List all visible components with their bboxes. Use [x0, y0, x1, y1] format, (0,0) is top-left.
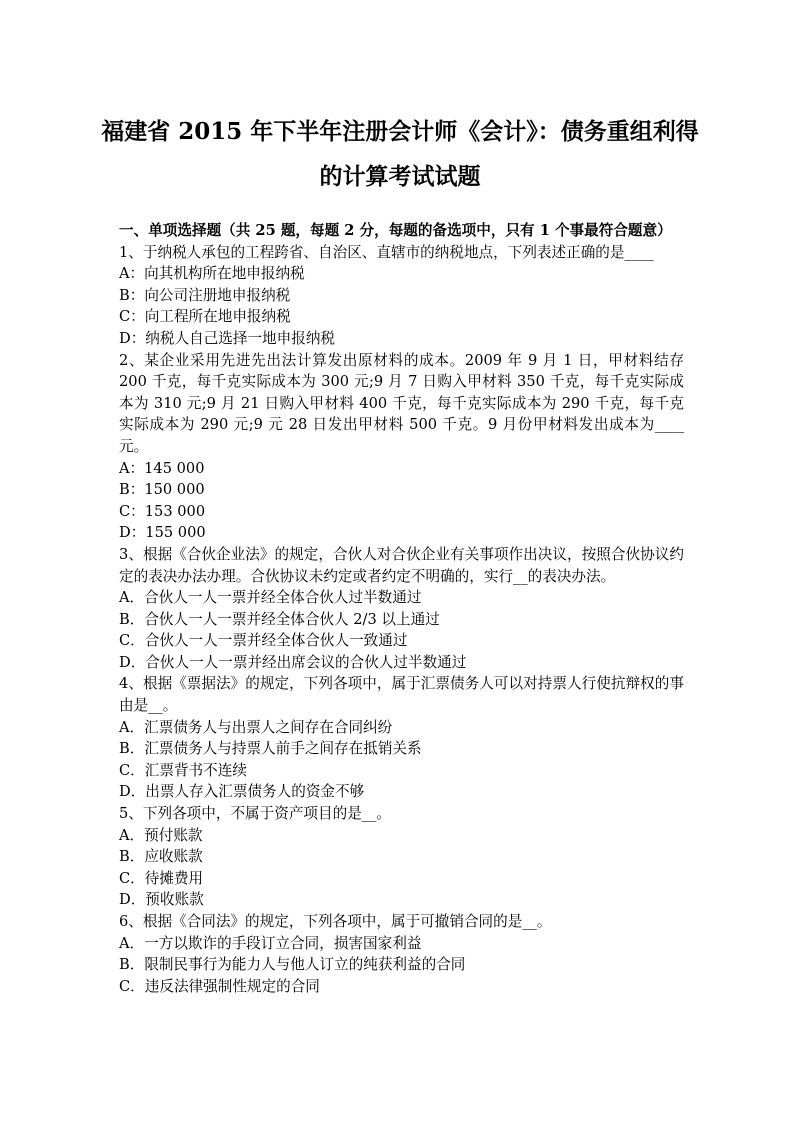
- option-a: A．汇票债务人与出票人之间存在合同纠纷: [119, 718, 393, 736]
- question-stem: 5、下列各项中，不属于资产项目的是__。: [119, 805, 391, 823]
- option-c: C．违反法律强制性规定的合同: [119, 977, 320, 995]
- option-b: B．汇票债务人与持票人前手之间存在抵销关系: [119, 740, 422, 758]
- document-title-line-2: 的计算考试试题: [319, 163, 481, 190]
- document-title-line-1: 福建省 2015 年下半年注册会计师《会计》：债务重组利得: [101, 118, 699, 145]
- question-3: [119, 544, 684, 674]
- question-6: [119, 911, 684, 997]
- option-a: A．一方以欺诈的手段订立合同，损害国家利益: [119, 934, 422, 952]
- option-c: C：153 000: [119, 502, 206, 520]
- option-b: B：向公司注册地申报纳税: [119, 286, 291, 304]
- question-2: [119, 350, 684, 544]
- option-b: B．合伙人一人一票并经全体合伙人 2/3 以上通过: [119, 610, 440, 628]
- option-a: A：向其机构所在地申报纳税: [119, 265, 305, 283]
- question-1: [119, 242, 684, 350]
- option-a: A．预付账款: [119, 826, 203, 844]
- question-stem: 1、于纳税人承包的工程跨省、自治区、直辖市的纳税地点，下列表述正确的是____: [119, 243, 654, 261]
- question-5: [119, 803, 684, 911]
- exam-content: [119, 220, 684, 997]
- option-d: D：纳税人自己选择一地申报纳税: [119, 329, 336, 347]
- question-stem: 6、根据《合同法》的规定，下列各项中，属于可撤销合同的是__。: [119, 913, 552, 930]
- question-stem: 2、某企业采用先进先出法计算发出原材料的成本。2009 年 9 月 1 日，甲材料结存 200 千克，每千克实际成本为 300 元;9 月 7 日购入甲材料 350 千克，每千克实际成本为 310 元;9 月 21 日购入甲材料 400 千克，每千克实际成本为 290 千克，每千克实际成本为 290 元;9 元 28 日发出甲材料 500 千克。9 月份甲材料发出成本为____元。: [119, 351, 684, 455]
- option-b: B．限制民事行为能力人与他人订立的纯获利益的合同: [119, 956, 466, 974]
- option-a: A．合伙人一人一票并经全体合伙人过半数通过: [119, 589, 422, 607]
- option-d: D．预收账款: [119, 891, 204, 909]
- option-d: D．出票人存入汇票债务人的资金不够: [119, 783, 365, 801]
- question-4: [119, 673, 684, 803]
- section-header: 一、单项选择题（共 25 题，每题 2 分，每题的备选项中，只有 1 个事最符合题意）: [119, 222, 672, 239]
- option-b: B．应收账款: [119, 848, 203, 866]
- option-d: D．合伙人一人一票并经出席会议的合伙人过半数通过: [119, 653, 467, 671]
- option-a: A：145 000: [119, 459, 205, 477]
- question-stem: 3、根据《合伙企业法》的规定，合伙人对合伙企业有关事项作出决议，按照合伙协议约定的表决办法办理。合伙协议未约定或者约定不明确的，实行__的表决办法。: [119, 545, 684, 585]
- option-c: C．汇票背书不连续: [119, 761, 247, 779]
- question-stem: 4、根据《票据法》的规定，下列各项中，属于汇票债务人可以对持票人行使抗辩权的事由是__。: [119, 675, 684, 715]
- option-c: C．待摊费用: [119, 869, 204, 887]
- option-c: C：向工程所在地申报纳税: [119, 308, 291, 326]
- option-b: B：150 000: [119, 481, 205, 499]
- option-c: C．合伙人一人一票并经全体合伙人一致通过: [119, 632, 408, 650]
- option-d: D：155 000: [119, 524, 206, 542]
